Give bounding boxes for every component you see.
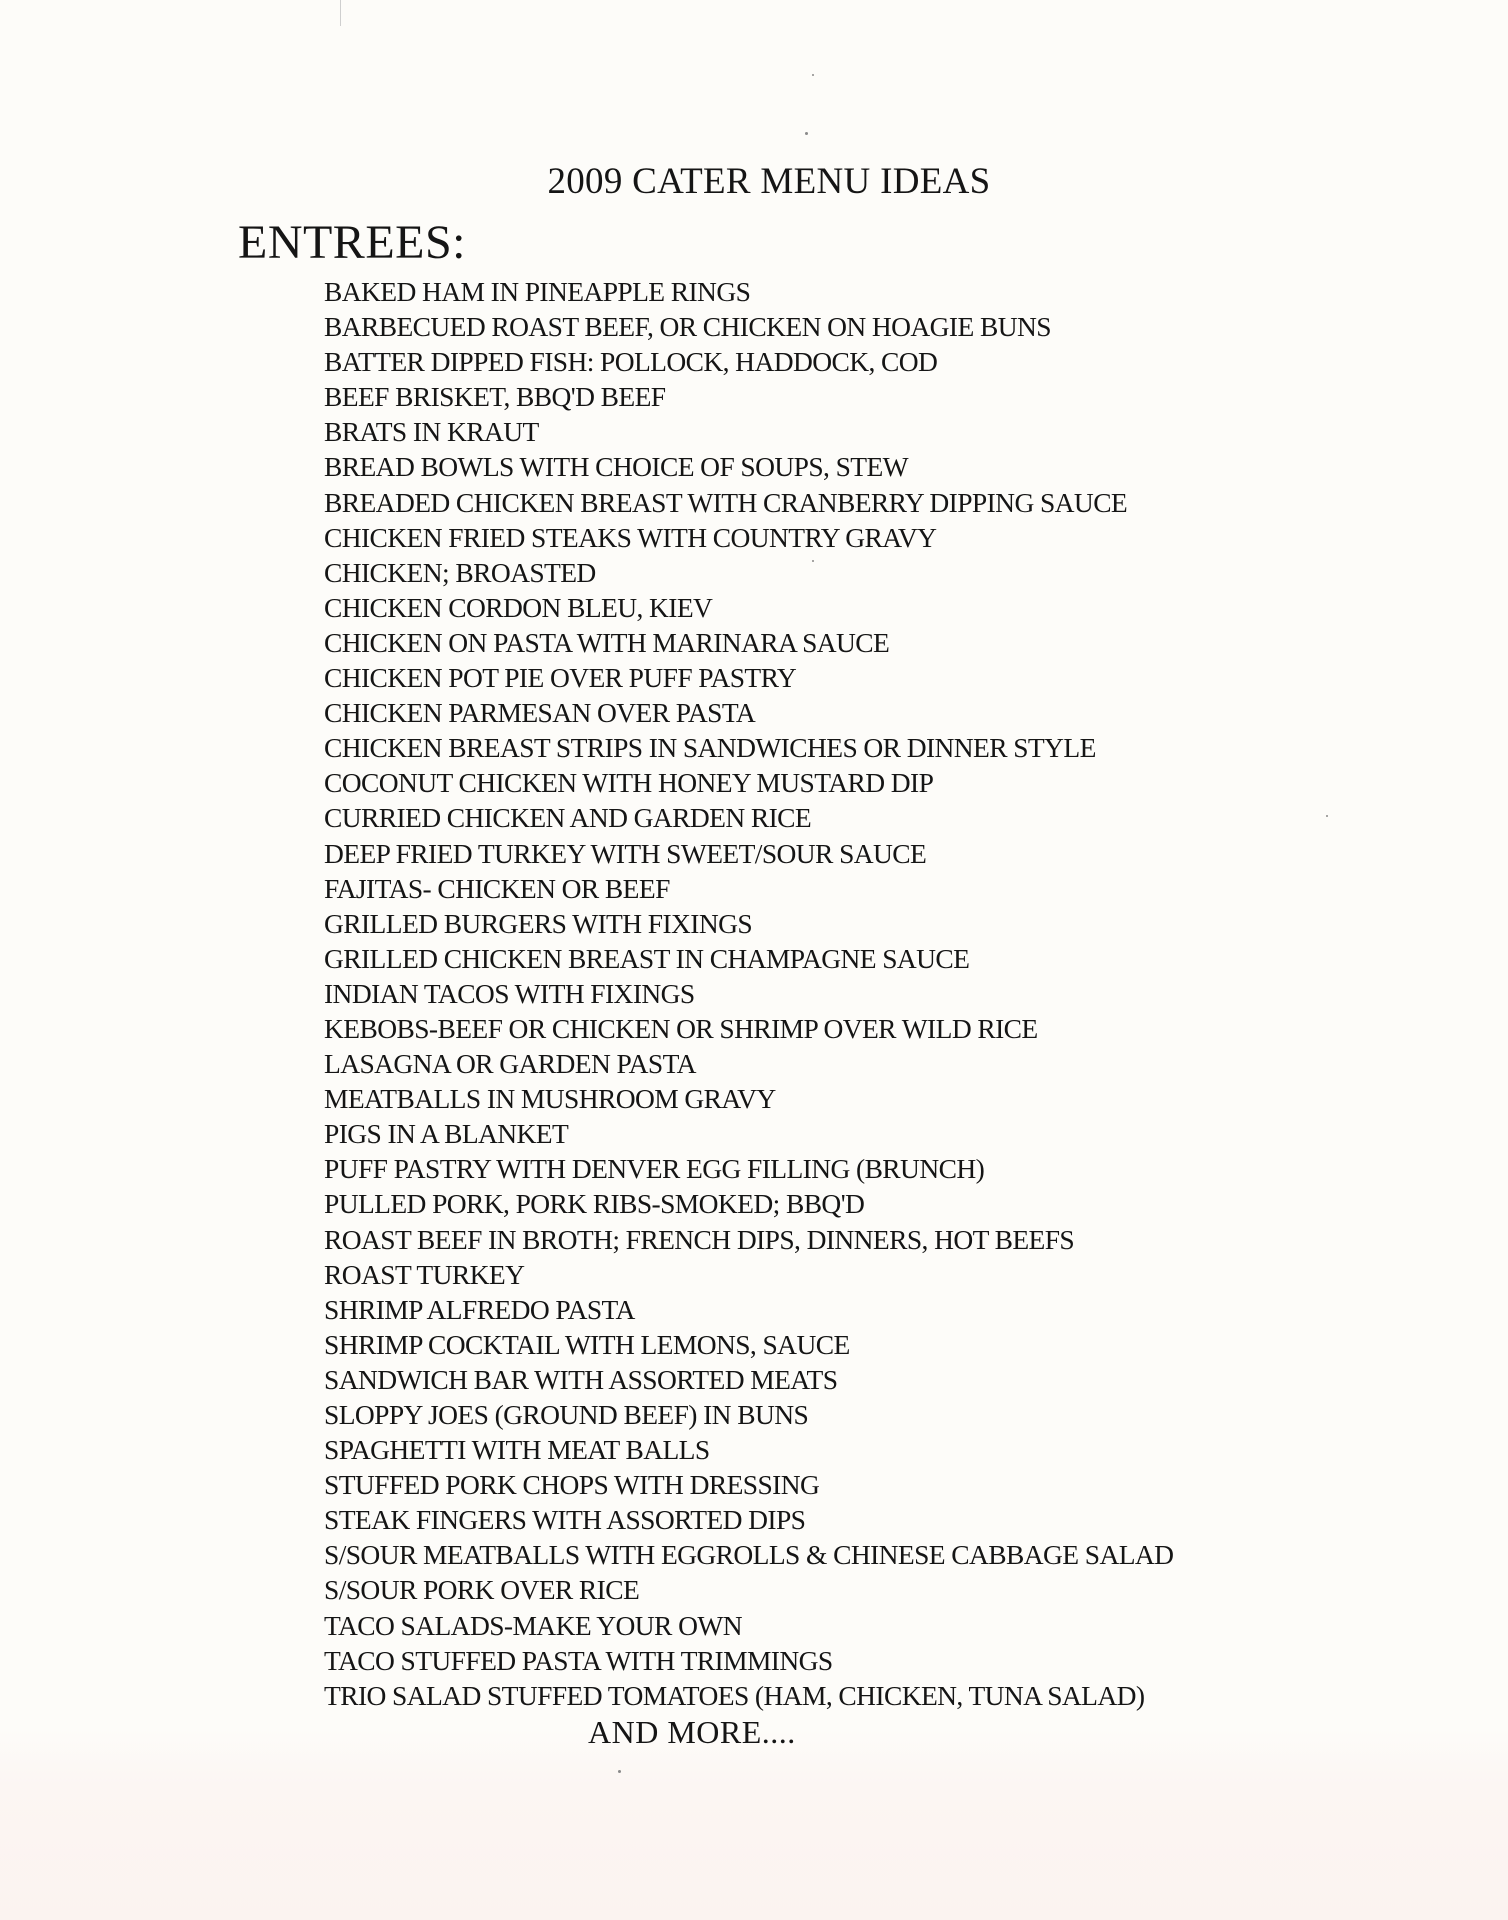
entree-item: TACO SALADS-MAKE YOUR OWN: [324, 1609, 742, 1641]
entree-item: SANDWICH BAR WITH ASSORTED MEATS: [324, 1363, 838, 1395]
entree-item: S/SOUR MEATBALLS WITH EGGROLLS & CHINESE CABBAGE SALAD: [324, 1539, 1174, 1571]
section-heading-entrees: ENTREES:: [238, 216, 466, 269]
entree-item: STEAK FINGERS WITH ASSORTED DIPS: [324, 1504, 806, 1536]
entree-item: CHICKEN POT PIE OVER PUFF PASTRY: [324, 662, 797, 694]
entree-item: ROAST TURKEY: [324, 1258, 525, 1290]
entree-item: STUFFED PORK CHOPS WITH DRESSING: [324, 1469, 820, 1501]
entree-item: DEEP FRIED TURKEY WITH SWEET/SOUR SAUCE: [324, 837, 927, 869]
entree-item: COCONUT CHICKEN WITH HONEY MUSTARD DIP: [324, 767, 934, 799]
scan-artifact-dot: [812, 74, 814, 76]
entree-item: CHICKEN PARMESAN OVER PASTA: [324, 697, 756, 729]
entree-item: SHRIMP COCKTAIL WITH LEMONS, SAUCE: [324, 1328, 850, 1360]
entree-item: PULLED PORK, PORK RIBS-SMOKED; BBQ'D: [324, 1188, 865, 1220]
entree-item: CHICKEN BREAST STRIPS IN SANDWICHES OR DINNER STYLE: [324, 732, 1096, 764]
entree-item: LASAGNA OR GARDEN PASTA: [324, 1048, 696, 1080]
entree-item: CHICKEN ON PASTA WITH MARINARA SAUCE: [324, 626, 890, 658]
entree-item: BARBECUED ROAST BEEF, OR CHICKEN ON HOAGIE BUNS: [324, 311, 1051, 343]
entree-item: CHICKEN FRIED STEAKS WITH COUNTRY GRAVY: [324, 521, 937, 553]
entree-item: CHICKEN CORDON BLEU, KIEV: [324, 591, 713, 623]
scan-artifact-dot: [1326, 815, 1328, 817]
entree-list: [324, 274, 1173, 1713]
scan-artifact-dot: [618, 1770, 621, 1773]
document-title: 2009 CATER MENU IDEAS: [547, 161, 991, 202]
entree-item: PUFF PASTRY WITH DENVER EGG FILLING (BRUNCH): [324, 1153, 985, 1185]
entree-item: BRATS IN KRAUT: [324, 416, 539, 448]
entree-item: CHICKEN; BROASTED: [324, 556, 596, 588]
scan-artifact-dot: [805, 132, 808, 135]
entree-item: SPAGHETTI WITH MEAT BALLS: [324, 1434, 710, 1466]
entree-item: PIGS IN A BLANKET: [324, 1118, 569, 1150]
entree-item: CURRIED CHICKEN AND GARDEN RICE: [324, 802, 812, 834]
entree-item: BEEF BRISKET, BBQ'D BEEF: [324, 381, 666, 413]
entree-item: SHRIMP ALFREDO PASTA: [324, 1293, 635, 1325]
entree-item: S/SOUR PORK OVER RICE: [324, 1574, 640, 1606]
entree-item: BATTER DIPPED FISH: POLLOCK, HADDOCK, COD: [324, 346, 938, 378]
entree-item: TACO STUFFED PASTA WITH TRIMMINGS: [324, 1644, 833, 1676]
entree-item: KEBOBS-BEEF OR CHICKEN OR SHRIMP OVER WILD RICE: [324, 1012, 1038, 1044]
entree-item: GRILLED BURGERS WITH FIXINGS: [324, 907, 753, 939]
footer-note: AND MORE....: [588, 1714, 796, 1750]
entree-item: GRILLED CHICKEN BREAST IN CHAMPAGNE SAUCE: [324, 942, 970, 974]
entree-item: BAKED HAM IN PINEAPPLE RINGS: [324, 276, 751, 307]
scan-artifact-line: [340, 0, 341, 26]
entree-item: TRIO SALAD STUFFED TOMATOES (HAM, CHICKEN, TUNA SALAD): [324, 1679, 1145, 1711]
entree-item: BREAD BOWLS WITH CHOICE OF SOUPS, STEW: [324, 451, 909, 483]
entree-item: BREADED CHICKEN BREAST WITH CRANBERRY DIPPING SAUCE: [324, 486, 1128, 518]
entree-item: INDIAN TACOS WITH FIXINGS: [324, 977, 695, 1009]
entree-item: ROAST BEEF IN BROTH; FRENCH DIPS, DINNERS, HOT BEEFS: [324, 1223, 1075, 1255]
entree-item: MEATBALLS IN MUSHROOM GRAVY: [324, 1083, 776, 1115]
entree-item: SLOPPY JOES (GROUND BEEF) IN BUNS: [324, 1399, 809, 1430]
entree-item: FAJITAS- CHICKEN OR BEEF: [324, 872, 670, 904]
